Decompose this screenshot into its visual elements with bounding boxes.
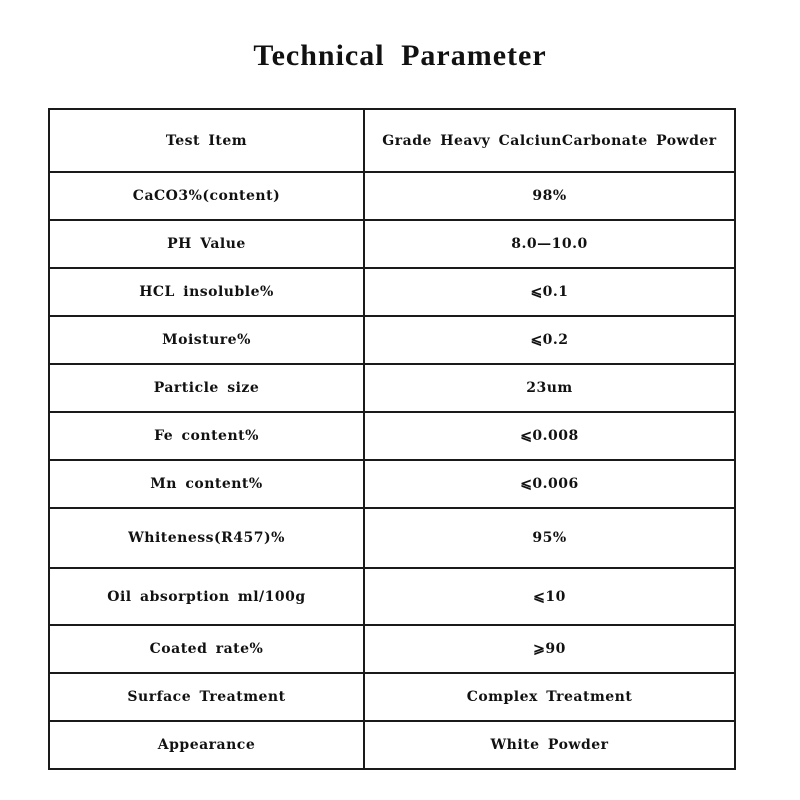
table-row: [49, 268, 735, 316]
table-row: [49, 625, 735, 673]
row-value: 98%: [364, 172, 735, 220]
table-header-row: [49, 109, 735, 172]
row-value: ⩽10: [364, 568, 735, 625]
row-label: Particle size: [49, 364, 364, 412]
table-row: [49, 508, 735, 568]
row-value: 95%: [364, 508, 735, 568]
table-row: [49, 721, 735, 769]
row-label: Coated rate%: [49, 625, 364, 673]
row-value: White Powder: [364, 721, 735, 769]
header-test-item: Test Item: [49, 109, 364, 172]
table-row: [49, 412, 735, 460]
page-title: Technical Parameter: [253, 39, 547, 72]
row-label: Whiteness(R457)%: [49, 508, 364, 568]
row-value: ⩾90: [364, 625, 735, 673]
technical-parameter-table: [48, 108, 736, 770]
row-label: PH Value: [49, 220, 364, 268]
table-row: [49, 364, 735, 412]
row-label: Mn content%: [49, 460, 364, 508]
table-row: [49, 673, 735, 721]
row-label: Fe content%: [49, 412, 364, 460]
row-value: ⩽0.008: [364, 412, 735, 460]
row-value: 8.0—10.0: [364, 220, 735, 268]
table-row: [49, 172, 735, 220]
row-label: Appearance: [49, 721, 364, 769]
row-label: Surface Treatment: [49, 673, 364, 721]
header-grade: Grade Heavy CalciunCarbonate Powder: [364, 109, 735, 172]
table-row: [49, 316, 735, 364]
row-label: Moisture%: [49, 316, 364, 364]
row-label: CaCO3%(content): [49, 172, 364, 220]
row-value: ⩽0.006: [364, 460, 735, 508]
table-row: [49, 568, 735, 625]
row-label: HCL insoluble%: [49, 268, 364, 316]
table-row: [49, 460, 735, 508]
table-row: [49, 220, 735, 268]
row-value: ⩽0.2: [364, 316, 735, 364]
row-value: Complex Treatment: [364, 673, 735, 721]
row-value: 23um: [364, 364, 735, 412]
row-label: Oil absorption ml/100g: [49, 568, 364, 625]
row-value: ⩽0.1: [364, 268, 735, 316]
